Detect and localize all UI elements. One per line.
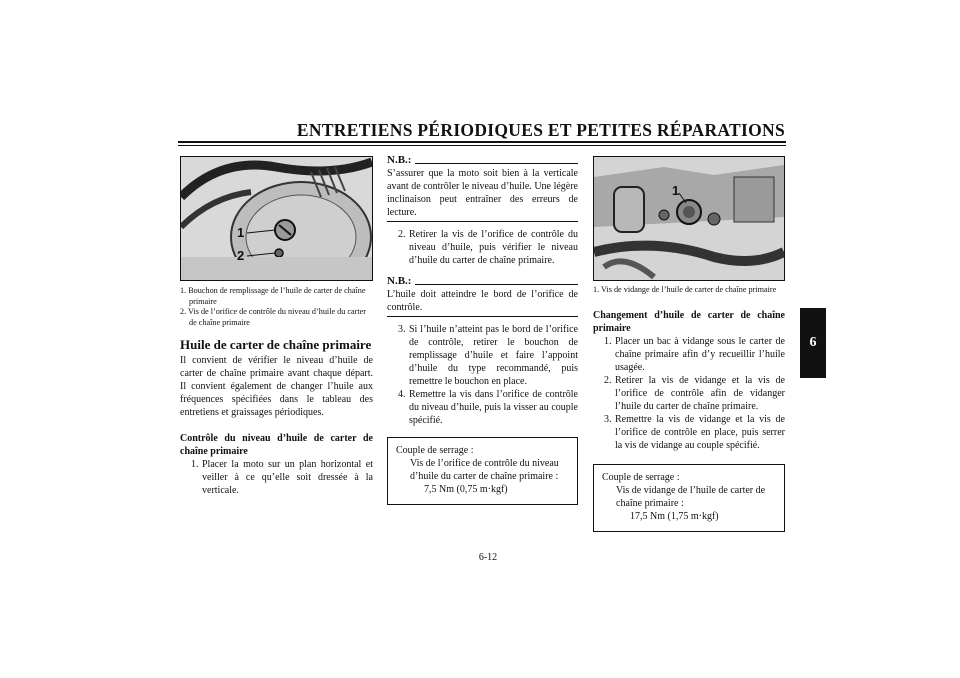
note-label: N.B.: [387, 275, 412, 287]
intro-paragraph: Il convient de vérifier le niveau d’huile de carter de chaîne primaire avant chaque départ. Il convient également de changer l’huile aux fréquences spécifiées dans le tableau des entretiens et graissages périodiques. [180, 355, 373, 418]
note-text: S’assurer que la moto soit bien à la verticale avant de contrôler le niveau d’huile. Une légère inclinaison peut entraîner des erreurs de lecture. [387, 168, 578, 218]
page-header-title: ENTRETIENS PÉRIODIQUES ET PETITES RÉPARATIONS [296, 120, 785, 140]
step-text: Retirer la vis de vidange et la vis de l’orifice de contrôle afin de vidanger l’huile du carter de chaîne primaire. [615, 374, 785, 412]
step-number: 4. [398, 389, 406, 400]
step-number: 3. [398, 324, 406, 335]
left-column [180, 156, 373, 497]
header-rule-thin [178, 145, 786, 146]
caption-item: 1. Bouchon de remplissage de l’huile de carter de chaîne primaire [180, 286, 366, 306]
callout-1: 1 [237, 225, 245, 240]
note-end-rule [387, 221, 578, 222]
callout-1: 1 [672, 183, 680, 198]
note-end-rule [387, 316, 578, 317]
step-text: Remettre la vis de vidange et la vis de l’orifice de contrôle en place, puis serrer la vis de vidange au couple spécifié. [615, 413, 785, 451]
torque-label: Couple de serrage : [396, 445, 474, 456]
figure-caption [593, 285, 785, 296]
step-text: Placer un bac à vidange sous le carter de chaîne primaire afin d’y recueillir l’huile usagée. [615, 335, 785, 373]
middle-column [387, 152, 578, 505]
torque-part: Vis de vidange de l’huile de carter de chaîne primaire : [616, 484, 766, 509]
caption-item: 1. Vis de vidange de l’huile de carter de chaîne primaire [593, 285, 777, 294]
torque-value: 7,5 Nm (0,75 m·kgf) [424, 484, 508, 495]
step-item [593, 413, 785, 452]
callout-2: 2 [237, 248, 245, 263]
drain-bolt-illustration [594, 157, 784, 280]
caption-item: 2. Vis de l’orifice de contrôle du niveau d’huile du carter de chaîne primaire [180, 307, 367, 327]
step-item [387, 323, 578, 388]
step-number: 1. [191, 459, 199, 470]
step-item [180, 458, 373, 497]
note-text: L’huile doit atteindre le bord de l’orifice de contrôle. [387, 289, 578, 313]
torque-spec-box [387, 437, 578, 505]
step-text: Si l’huile n’atteint pas le bord de l’orifice de contrôle, retirer le bouchon de remplissage d’huile et faire l’appoint d’huile du type recommandé, puis remettre le bouchon en place. [409, 324, 578, 387]
primary-chaincase-photo [180, 156, 373, 281]
step-number: 2. [604, 374, 612, 386]
step-item [593, 335, 785, 374]
check-subheading: Contrôle du niveau d’huile de carter de chaîne primaire [180, 433, 373, 457]
change-subheading: Changement d’huile de carter de chaîne primaire [593, 309, 785, 334]
header-rule-thick [178, 141, 786, 143]
step-number: 3. [604, 413, 612, 425]
drain-bolt-photo [593, 156, 785, 281]
step-item [593, 374, 785, 413]
figure-captions [180, 286, 373, 328]
step-text: Retirer la vis de l’orifice de contrôle du niveau d’huile, puis vérifier le niveau d’huile du carter de chaîne primaire. [409, 229, 578, 266]
step-number: 2. [398, 229, 406, 240]
step-item [387, 228, 578, 267]
step-number: 1. [604, 335, 612, 347]
torque-label: Couple de serrage : [602, 471, 680, 483]
section-heading: Huile de carter de chaîne primaire [180, 337, 372, 352]
step-text: Placer la moto sur un plan horizontal et veiller à ce qu’elle soit dressée à la verticale. [202, 459, 373, 496]
note-heading [387, 275, 578, 288]
page-number: 6-12 [478, 552, 498, 563]
step-item [387, 388, 578, 427]
chapter-tab: 6 [800, 308, 826, 378]
note-heading [387, 154, 578, 167]
torque-spec-box [593, 464, 785, 532]
torque-part: Vis de l’orifice de contrôle du niveau d’huile du carter de chaîne primaire : [410, 458, 559, 482]
step-text: Remettre la vis dans l’orifice de contrôle du niveau d’huile, puis la visser au couple spécifié. [409, 389, 578, 426]
note-label: N.B.: [387, 154, 412, 166]
right-column [593, 156, 785, 532]
torque-value: 17,5 Nm (1,75 m·kgf) [630, 510, 719, 522]
chaincase-illustration [181, 157, 372, 280]
